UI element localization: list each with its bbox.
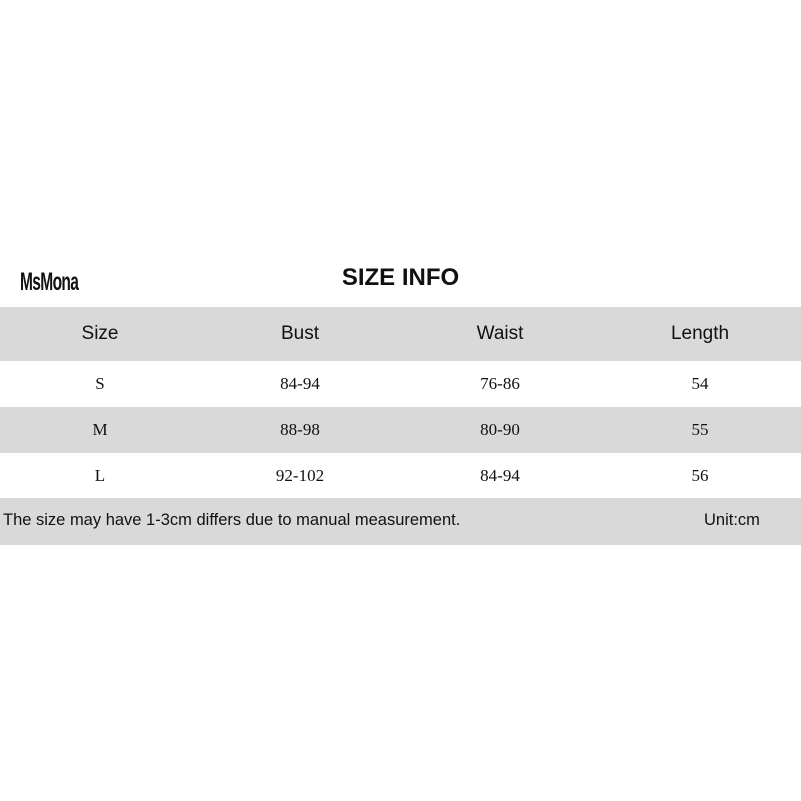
table-header-row [0,307,801,361]
table-row [0,407,801,453]
cell-bust: 88-98 [280,420,320,439]
cell-waist: 80-90 [480,420,520,439]
header-length: Length [670,323,730,344]
cell-waist: 76-86 [480,374,520,393]
cell-size: S [95,374,105,393]
unit-label: Unit:cm [704,511,760,529]
cell-length: 54 [691,374,709,393]
table-row [0,361,801,407]
measurement-note: The size may have 1-3cm differs due to manual measurement. [3,511,461,529]
size-table [0,307,801,499]
cell-bust: 84-94 [280,374,320,393]
table-footer [0,498,801,545]
header-size: Size [81,323,119,344]
page-title: SIZE INFO [341,264,460,291]
header-waist: Waist [476,323,524,344]
brand-logo: MsMona [20,267,79,296]
cell-size: M [92,420,108,439]
cell-bust: 92-102 [275,466,325,485]
header-bust: Bust [280,323,320,344]
cell-length: 56 [691,466,709,485]
cell-length: 55 [691,420,709,439]
table-row [0,453,801,499]
cell-size: L [94,466,106,485]
cell-waist: 84-94 [480,466,520,485]
